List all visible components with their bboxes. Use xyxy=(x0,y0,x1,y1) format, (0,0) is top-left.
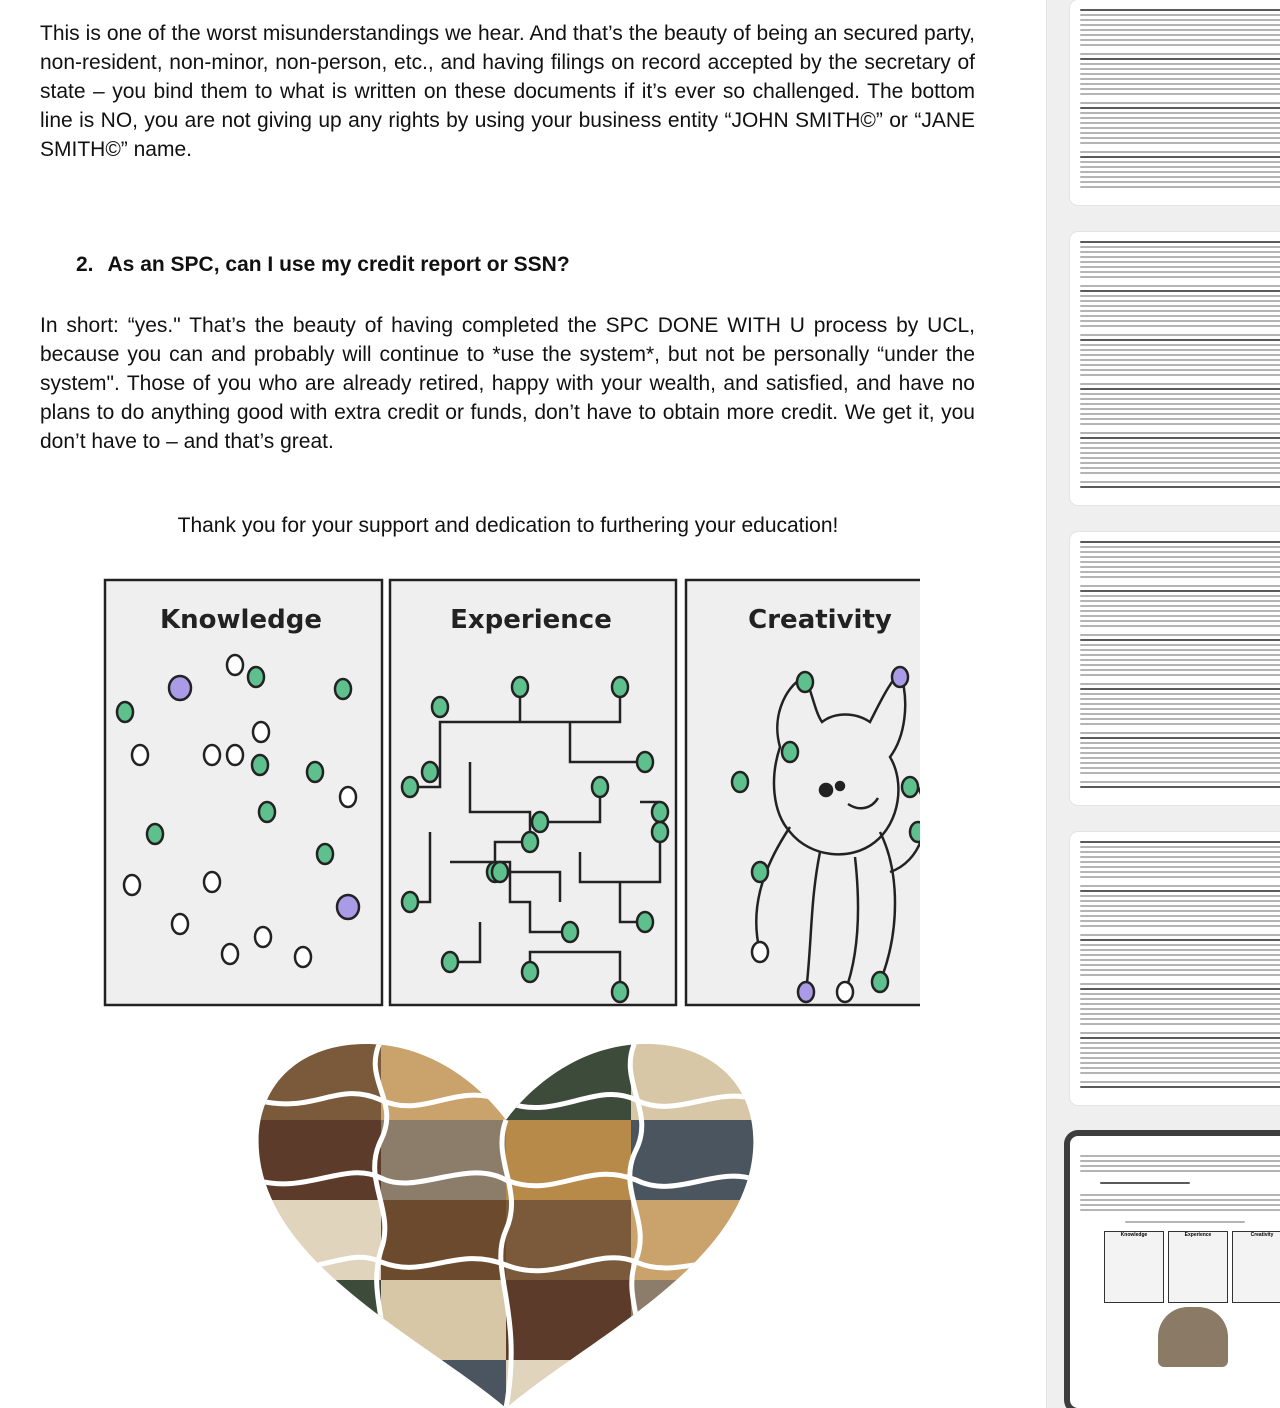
thumbnail-text-line xyxy=(1080,634,1280,636)
thumbnail-text-line xyxy=(1080,166,1280,168)
thumbnail-text-line xyxy=(1080,713,1280,715)
experience-dot xyxy=(562,922,578,942)
collage-tile xyxy=(506,1360,631,1408)
thumbnail-text-line xyxy=(1080,423,1280,425)
collage-tile xyxy=(256,1040,381,1120)
thumbnail-text-line xyxy=(1080,541,1280,543)
knowledge-dot xyxy=(335,679,351,699)
thumbnail-text-line xyxy=(1080,132,1280,134)
mini-panel-creativity: Creativity xyxy=(1232,1231,1280,1303)
collage-tile xyxy=(381,1360,506,1408)
creativity-dot xyxy=(837,982,853,1002)
thumbnail-text-line xyxy=(1080,851,1280,853)
knowledge-dot xyxy=(227,745,243,765)
thumbnail-text-line xyxy=(1080,895,1280,897)
thumbnail-text-line xyxy=(1080,418,1280,420)
thumbnail-text-line xyxy=(1080,974,1280,976)
thumbnail-text-line xyxy=(1080,295,1280,297)
thumbnail-text-line xyxy=(1080,290,1280,292)
creativity-dot xyxy=(797,672,813,692)
thumbnail-text-line xyxy=(1080,432,1280,434)
thumbnail-text-line xyxy=(1080,742,1280,744)
mini-heart-collage xyxy=(1158,1307,1228,1367)
thumbnail-text-line xyxy=(1080,383,1280,385)
knowledge-dot xyxy=(222,944,238,964)
creativity-dot xyxy=(782,742,798,762)
thumbnail-text-line xyxy=(1080,334,1280,336)
knowledge-dot xyxy=(204,872,220,892)
experience-dot xyxy=(532,812,548,832)
thumbnail-text-line xyxy=(1080,58,1280,60)
thumbnail-text-line xyxy=(1080,654,1280,656)
collage-tile xyxy=(256,1360,381,1408)
thumbnail-text-line xyxy=(1080,925,1280,927)
experience-dot xyxy=(637,752,653,772)
thumbnail-text-line xyxy=(1080,53,1280,55)
page-thumbnail-5-selected[interactable] xyxy=(1070,1136,1280,1408)
thumbnail-text-line xyxy=(1080,137,1280,139)
experience-dot xyxy=(442,952,458,972)
mini-panel-experience: Experience xyxy=(1168,1231,1228,1303)
knowledge-dot xyxy=(117,702,133,722)
thumbnail-text-line xyxy=(1080,320,1280,322)
thumbnail-text-line xyxy=(1080,354,1280,356)
thumbnail-text-line xyxy=(1080,171,1280,173)
thumbnail-text-line xyxy=(1080,993,1280,995)
thumbnail-text-line xyxy=(1080,866,1280,868)
knowledge-dot xyxy=(172,914,188,934)
knowledge-dot xyxy=(204,745,220,765)
thumbnail-text-line xyxy=(1080,723,1280,725)
thumbnail-text-line xyxy=(1080,63,1280,65)
thumbnail-text-line xyxy=(1080,649,1280,651)
thumbnail-text-line xyxy=(1080,413,1280,415)
collage-tile xyxy=(631,1040,756,1120)
thumbnail-text-line xyxy=(1080,969,1280,971)
thumbnail-text-line xyxy=(1080,708,1280,710)
knowledge-dot xyxy=(255,927,271,947)
thumbnail-text-line xyxy=(1080,659,1280,661)
thumbnail-text-line xyxy=(1080,161,1280,163)
experience-dot xyxy=(637,912,653,932)
thumbnail-text-line xyxy=(1080,186,1280,188)
thumbnail-text-line xyxy=(1080,600,1280,602)
thumbnail-text-line xyxy=(1080,442,1280,444)
thumbnail-text-line xyxy=(1080,664,1280,666)
thumbnail-text-line xyxy=(1080,944,1280,946)
thumbnail-text-line xyxy=(1080,669,1280,671)
thumbnail-text-line xyxy=(1080,939,1280,941)
experience-dot xyxy=(592,777,608,797)
thumbnail-text-line xyxy=(1080,861,1280,863)
experience-dot xyxy=(612,982,628,1002)
thumbnail-text-line xyxy=(1080,915,1280,917)
thumbnail-text-line xyxy=(1080,102,1280,104)
thumbnail-text-line xyxy=(1080,910,1280,912)
thumbnail-text-line xyxy=(1080,83,1280,85)
knowledge-dot xyxy=(124,875,140,895)
thumbnail-text-line xyxy=(1080,1052,1280,1054)
thumbnail-text-line xyxy=(1080,1032,1280,1034)
knowledge-dot xyxy=(132,745,148,765)
thumbnail-text-line xyxy=(1080,241,1280,243)
thumbnail-text-line xyxy=(1080,871,1280,873)
thumbnail-text-line xyxy=(1080,605,1280,607)
thumbnail-text-line xyxy=(1080,181,1280,183)
collage-tile xyxy=(381,1280,506,1360)
thumbnail-text-line xyxy=(1080,276,1280,278)
thumbnail-text-line xyxy=(1080,68,1280,70)
thumbnail-text-line xyxy=(1080,688,1280,690)
thumbnail-text-line xyxy=(1080,1042,1280,1044)
thumbnail-text-line xyxy=(1080,457,1280,459)
thumbnail-text-line xyxy=(1080,305,1280,307)
thumbnail-text-line xyxy=(1080,246,1280,248)
thumbnail-text-line xyxy=(1080,251,1280,253)
thumbnail-text-line xyxy=(1080,122,1280,124)
thumbnail-text-line xyxy=(1080,639,1280,641)
question-number: 2. xyxy=(76,253,94,276)
experience-panel xyxy=(390,580,676,1005)
knowledge-label: Knowledge xyxy=(160,605,322,635)
page-thumbnail-3[interactable] xyxy=(1070,532,1280,805)
thumbnail-text-line xyxy=(1080,998,1280,1000)
thumbnail-text-line xyxy=(1080,315,1280,317)
thumbnail-text-line xyxy=(1080,546,1280,548)
collage-tile xyxy=(631,1360,756,1408)
thumbnail-text-line xyxy=(1080,403,1280,405)
thumbnail-text-line xyxy=(1080,176,1280,178)
thumbnail-text-line xyxy=(1080,625,1280,627)
thumbnail-text-line xyxy=(1080,556,1280,558)
knowledge-dot xyxy=(252,755,268,775)
collage-tile xyxy=(506,1120,631,1200)
knowledge-panel xyxy=(105,580,382,1005)
thumbnail-text-line xyxy=(1080,781,1280,783)
thumbnail-text-line xyxy=(1080,1008,1280,1010)
thumbnail-text-line xyxy=(1080,610,1280,612)
creativity-dot xyxy=(902,777,918,797)
thumbnail-text-line xyxy=(1080,890,1280,892)
thumbnail-text-line xyxy=(1080,988,1280,990)
thumbnail-text-line xyxy=(1080,142,1280,144)
thumbnail-text-line xyxy=(1080,1057,1280,1059)
thumbnail-text-line xyxy=(1080,1086,1280,1088)
thumbnail-text-line xyxy=(1080,156,1280,158)
thumbnail-text-line xyxy=(1080,14,1280,16)
thumbnail-text-line xyxy=(1080,561,1280,563)
thumbnail-text-line xyxy=(1080,472,1280,474)
collage-tile xyxy=(256,1120,381,1200)
thumbnail-text-line xyxy=(1080,718,1280,720)
thumbnail-text-line xyxy=(1080,34,1280,36)
thumbnail-text-line xyxy=(1080,344,1280,346)
collage-tile xyxy=(256,1280,381,1360)
thumbnail-text-line xyxy=(1080,24,1280,26)
thumbnail-text-line xyxy=(1080,1023,1280,1025)
thumbnail-text-line xyxy=(1080,566,1280,568)
thumbnail-text-line xyxy=(1080,674,1280,676)
creativity-panel xyxy=(686,580,920,1005)
thumbnail-text-line xyxy=(1080,88,1280,90)
thumbnail-text-line xyxy=(1080,762,1280,764)
thumbnail-text-line xyxy=(1080,615,1280,617)
thumbnail-text-line xyxy=(1080,1081,1280,1083)
thumbnail-text-line xyxy=(1080,266,1280,268)
thumbnail-text-line xyxy=(1080,398,1280,400)
thumbnail-text-line xyxy=(1080,876,1280,878)
thumbnail-text-line xyxy=(1080,964,1280,966)
thumbnail-text-line xyxy=(1080,78,1280,80)
thumbnail-text-line xyxy=(1080,29,1280,31)
thumbnail-text-line xyxy=(1080,467,1280,469)
answer-paragraph: In short: “yes." That’s the beauty of having completed the SPC DONE WITH U process by UCL, because you can and probably will continue to *use the system*, but not be personally “under the system". Those of you who are already retired, happy with your wealth, and satisfied, and have no plans to do anything good with extra credit or funds, don’t have to obtain more credit. We get it, you don’t have to – and that’s great. xyxy=(40,314,975,453)
thumbnail-text-line xyxy=(1080,1072,1280,1074)
creativity-dot xyxy=(798,982,814,1002)
thumbnail-text-line xyxy=(1080,949,1280,951)
thumbnail-text-line xyxy=(1080,112,1280,114)
thumbnail-text-line xyxy=(1080,905,1280,907)
thumbnail-text-line xyxy=(1080,1047,1280,1049)
thumbnail-text-line xyxy=(1080,752,1280,754)
thumbnail-text-line xyxy=(1080,93,1280,95)
thumbnail-text-line xyxy=(1080,271,1280,273)
thumbnail-text-line xyxy=(1080,44,1280,46)
thumbnail-text-line xyxy=(1080,437,1280,439)
thumbnail-text-line xyxy=(1080,9,1280,11)
thumbnail-text-line xyxy=(1080,1037,1280,1039)
creativity-dot xyxy=(752,862,768,882)
experience-label: Experience xyxy=(450,605,612,635)
thumbnail-text-line xyxy=(1080,595,1280,597)
thumbnail-text-line xyxy=(1080,983,1280,985)
knowledge-dot xyxy=(307,762,323,782)
thumbnail-text-line xyxy=(1080,127,1280,129)
mini-panel-knowledge: Knowledge xyxy=(1104,1231,1164,1303)
thumbnail-text-line xyxy=(1080,1003,1280,1005)
thumbnail-text-line xyxy=(1080,1062,1280,1064)
thumbnail-text-line xyxy=(1080,954,1280,956)
creativity-dot xyxy=(732,772,748,792)
page-thumbnail-2[interactable] xyxy=(1070,232,1280,505)
knowledge-dot xyxy=(259,802,275,822)
thumbnail-text-line xyxy=(1080,920,1280,922)
thumbnail-text-line xyxy=(1080,585,1280,587)
thumbnail-text-line xyxy=(1080,73,1280,75)
thumbnail-text-line xyxy=(1080,590,1280,592)
thumbnail-text-line xyxy=(1080,481,1280,483)
experience-dot xyxy=(402,892,418,912)
thumbnail-text-line xyxy=(1080,325,1280,327)
thumbnail-text-line xyxy=(1080,388,1280,390)
thumbnail-text-line xyxy=(1080,737,1280,739)
thumbnail-text-line xyxy=(1080,369,1280,371)
thumbnail-text-line xyxy=(1080,300,1280,302)
question-heading xyxy=(76,253,570,277)
thumbnail-text-line xyxy=(1080,1067,1280,1069)
collage-tile xyxy=(631,1280,756,1360)
thumbnail-text-line xyxy=(1080,772,1280,774)
knowledge-dot xyxy=(317,844,333,864)
question-text: As an SPC, can I use my credit report or SSN? xyxy=(107,253,570,276)
collage-tile xyxy=(256,1200,381,1280)
thumbnail-text-line xyxy=(1080,683,1280,685)
thumbnail-text-line xyxy=(1080,364,1280,366)
thumbnail-text-line xyxy=(1080,452,1280,454)
thumbnail-text-line xyxy=(1080,261,1280,263)
experience-dot xyxy=(422,762,438,782)
collage-tile xyxy=(631,1120,756,1200)
thank-you-line: Thank you for your support and dedication to furthering your education! xyxy=(177,514,839,537)
thumbnail-text-line xyxy=(1080,39,1280,41)
thumbnail-text-line xyxy=(1080,693,1280,695)
knowledge-dot xyxy=(227,655,243,675)
creativity-dot xyxy=(752,942,768,962)
experience-dot xyxy=(522,962,538,982)
thumbnail-text-line xyxy=(1080,1018,1280,1020)
creativity-dot xyxy=(872,972,888,992)
thumbnail-text-line xyxy=(1080,900,1280,902)
thumbnail-text-line xyxy=(1080,747,1280,749)
page-thumbnail-1[interactable] xyxy=(1070,0,1280,205)
thumbnail-text-line xyxy=(1080,732,1280,734)
experience-dot xyxy=(492,862,508,882)
thumbnail-text-line xyxy=(1080,698,1280,700)
knowledge-dot xyxy=(253,722,269,742)
mini-illustration xyxy=(1104,1231,1280,1303)
collage-tile xyxy=(506,1280,631,1360)
thumbnail-text-line xyxy=(1080,393,1280,395)
experience-dot xyxy=(652,802,668,822)
experience-dot xyxy=(402,777,418,797)
heart-photo-collage xyxy=(256,1040,756,1408)
intro-paragraph: This is one of the worst misunderstandings we hear. And that’s the beauty of being an secured party, non-resident, non-minor, non-person, etc., and having filings on record accepted by the secretary of state – you bind them to what is written on these documents if it’s ever so challenged. The bottom line is NO, you are not giving up any rights by using your business entity “JOHN SMITH©” or “JANE SMITH©” name. xyxy=(40,22,975,161)
experience-dot xyxy=(652,822,668,842)
thumbnail-text-line xyxy=(1080,846,1280,848)
creativity-dot xyxy=(892,667,908,687)
thumbnail-text-line xyxy=(1080,767,1280,769)
page-thumbnail-4[interactable] xyxy=(1070,832,1280,1105)
thumbnail-text-line xyxy=(1080,885,1280,887)
collage-tile xyxy=(381,1040,506,1120)
creativity-label: Creativity xyxy=(748,605,892,635)
knowledge-dot xyxy=(295,947,311,967)
thumbnail-text-line xyxy=(1080,703,1280,705)
collage-tile xyxy=(381,1120,506,1200)
experience-dot xyxy=(512,677,528,697)
thumbnail-text-line xyxy=(1080,151,1280,153)
thumbnail-text-line xyxy=(1080,447,1280,449)
thumbnail-text-line xyxy=(1080,374,1280,376)
page-thumbnail-rail[interactable] xyxy=(1048,0,1280,1408)
thumbnail-text-line xyxy=(1080,551,1280,553)
thumbnail-text-line xyxy=(1080,757,1280,759)
experience-dot xyxy=(432,697,448,717)
thumbnail-text-line xyxy=(1080,339,1280,341)
thumbnail-text-line xyxy=(1080,256,1280,258)
thumbnail-text-line xyxy=(1080,107,1280,109)
thumbnail-text-line xyxy=(1080,285,1280,287)
thumbnail-text-line xyxy=(1080,644,1280,646)
thumbnail-text-line xyxy=(1080,856,1280,858)
knowledge-dot xyxy=(147,824,163,844)
thumbnail-text-line xyxy=(1080,310,1280,312)
thumbnail-text-line xyxy=(1080,934,1280,936)
thumbnail-text-line xyxy=(1080,620,1280,622)
thumbnail-text-line xyxy=(1080,408,1280,410)
knowledge-dot xyxy=(248,667,264,687)
thumbnail-text-line xyxy=(1080,786,1280,788)
thumbnail-text-line xyxy=(1080,359,1280,361)
thumbnail-text-line xyxy=(1080,959,1280,961)
thumbnail-text-line xyxy=(1080,576,1280,578)
creativity-dot xyxy=(910,822,920,842)
experience-dot xyxy=(612,677,628,697)
thumbnail-text-line xyxy=(1080,571,1280,573)
thumbnail-text-line xyxy=(1080,841,1280,843)
knowledge-dot xyxy=(340,787,356,807)
thumbnail-text-line xyxy=(1080,349,1280,351)
knowledge-dot xyxy=(169,676,191,700)
thumbnail-text-line xyxy=(1080,1013,1280,1015)
knowledge-dot xyxy=(337,895,359,919)
thumbnail-text-line xyxy=(1080,462,1280,464)
thumbnail-text-line xyxy=(1080,486,1280,488)
thumbnail-text-line xyxy=(1080,117,1280,119)
thumbnail-text-line xyxy=(1080,19,1280,21)
knowledge-experience-creativity-illustration xyxy=(100,572,920,1012)
experience-dot xyxy=(522,832,538,852)
